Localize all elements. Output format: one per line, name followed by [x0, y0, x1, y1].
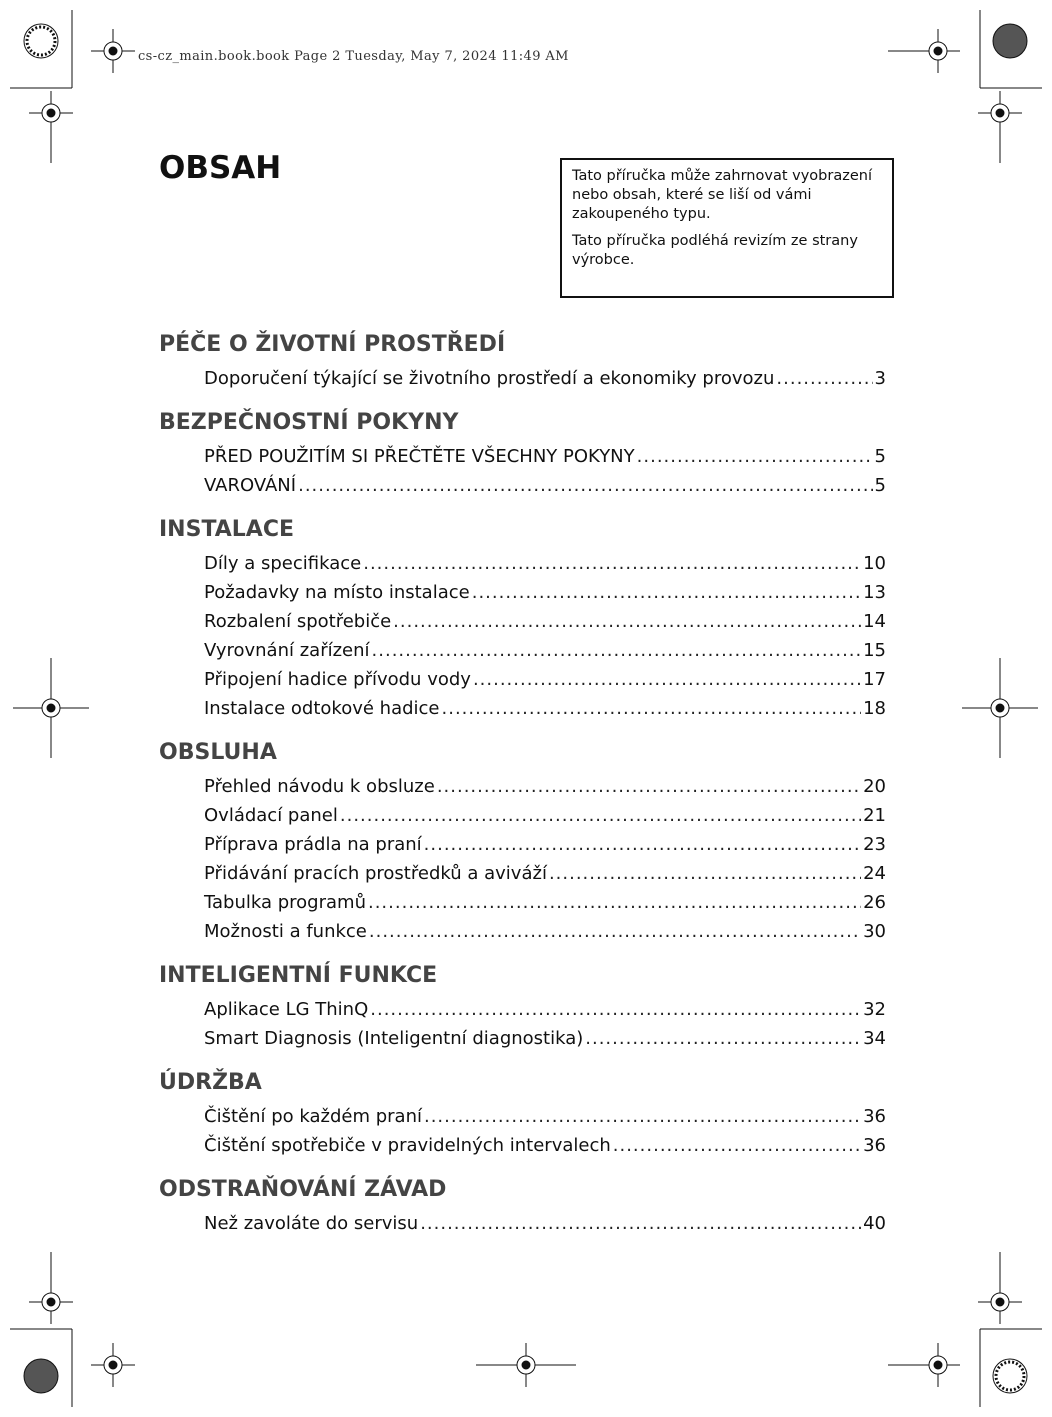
- toc-section: [159, 1068, 886, 1160]
- entry-title: Než zavoláte do servisu: [204, 1213, 419, 1234]
- table-of-contents: [159, 330, 886, 1253]
- entry-title: Rozbalení spotřebiče: [204, 611, 392, 632]
- print-header: cs-cz_main.book.book Page 2 Tuesday, May 7, 2024 11:49 AM: [138, 49, 569, 64]
- toc-entry[interactable]: [204, 917, 886, 946]
- dot-leader: [369, 917, 861, 946]
- entry-page-number: 21: [863, 805, 886, 826]
- dot-leader: [637, 442, 873, 471]
- entry-title: Možnosti a funkce: [204, 921, 367, 942]
- entry-title: Vyrovnání zařízení: [204, 640, 370, 661]
- entry-page-number: 10: [863, 553, 886, 574]
- dot-leader: [424, 1102, 861, 1131]
- entry-title: Díly a specifikace: [204, 553, 362, 574]
- entry-page-number: 17: [863, 669, 886, 690]
- section-heading: PÉČE O ŽIVOTNÍ PROSTŘEDÍ: [159, 332, 506, 357]
- toc-entry[interactable]: [204, 1131, 886, 1160]
- entry-title: Čištění spotřebiče v pravidelných intervalech: [204, 1135, 611, 1156]
- entry-title: VAROVÁNÍ: [204, 475, 297, 496]
- dot-leader: [473, 665, 861, 694]
- toc-entry[interactable]: [204, 442, 886, 471]
- dot-leader: [613, 1131, 861, 1160]
- section-heading: OBSLUHA: [159, 740, 277, 765]
- toc-entry[interactable]: [204, 1024, 886, 1053]
- toc-entry[interactable]: [204, 801, 886, 830]
- dot-leader: [298, 471, 872, 500]
- toc-entry[interactable]: [204, 995, 886, 1024]
- toc-entry[interactable]: [204, 888, 886, 917]
- toc-entry[interactable]: [204, 859, 886, 888]
- entry-title: Smart Diagnosis (Inteligentní diagnostika): [204, 1028, 584, 1049]
- entry-title: Požadavky na místo instalace: [204, 582, 470, 603]
- toc-entry[interactable]: [204, 1209, 886, 1238]
- dot-leader: [368, 888, 861, 917]
- page-title: OBSAH: [159, 150, 282, 186]
- notice-text: Tato příručka podléhá revizím ze strany výrobce.: [572, 233, 858, 268]
- entry-title: Příprava prádla na praní: [204, 834, 422, 855]
- section-heading: ODSTRAŇOVÁNÍ ZÁVAD: [159, 1177, 447, 1202]
- entry-title: Přidávání pracích prostředků a aviváží: [204, 863, 547, 884]
- toc-entry[interactable]: [204, 830, 886, 859]
- section-heading: INSTALACE: [159, 517, 294, 542]
- dot-leader: [437, 772, 861, 801]
- entry-title: Aplikace LG ThinQ: [204, 999, 369, 1020]
- entry-title: PŘED POUŽITÍM SI PŘEČTĚTE VŠECHNY POKYNY: [204, 446, 635, 467]
- entry-page-number: 3: [874, 368, 886, 389]
- dot-leader: [340, 801, 861, 830]
- entry-title: Čištění po každém praní: [204, 1106, 422, 1127]
- entry-title: Ovládací panel: [204, 805, 338, 826]
- entry-page-number: 40: [863, 1213, 886, 1234]
- dot-leader: [549, 859, 861, 888]
- toc-entry[interactable]: [204, 578, 886, 607]
- entry-page-number: 20: [863, 776, 886, 797]
- dot-leader: [424, 830, 861, 859]
- toc-section: [159, 1175, 886, 1238]
- dot-leader: [585, 1024, 861, 1053]
- entry-page-number: 24: [863, 863, 886, 884]
- entry-page-number: 32: [863, 999, 886, 1020]
- entry-page-number: 15: [863, 640, 886, 661]
- entry-page-number: 5: [874, 475, 886, 496]
- notice-box: [560, 158, 894, 298]
- dot-leader: [370, 995, 861, 1024]
- toc-entry[interactable]: [204, 549, 886, 578]
- entry-page-number: 5: [874, 446, 886, 467]
- toc-section: [159, 961, 886, 1053]
- entry-page-number: 18: [863, 698, 886, 719]
- section-heading: ÚDRŽBA: [159, 1070, 262, 1095]
- entry-title: Přehled návodu k obsluze: [204, 776, 435, 797]
- toc-entry[interactable]: [204, 471, 886, 500]
- dot-leader: [372, 636, 862, 665]
- entry-page-number: 36: [863, 1106, 886, 1127]
- toc-entry[interactable]: [204, 1102, 886, 1131]
- entry-page-number: 14: [863, 611, 886, 632]
- entry-page-number: 13: [863, 582, 886, 603]
- toc-entry[interactable]: [204, 665, 886, 694]
- dot-leader: [393, 607, 861, 636]
- toc-section: [159, 330, 886, 393]
- entry-page-number: 34: [863, 1028, 886, 1049]
- entry-title: Instalace odtokové hadice: [204, 698, 440, 719]
- toc-entry[interactable]: [204, 772, 886, 801]
- entry-title: Tabulka programů: [204, 892, 366, 913]
- dot-leader: [472, 578, 861, 607]
- toc-entry[interactable]: [204, 364, 886, 393]
- entry-title: Doporučení týkající se životního prostředí a ekonomiky provozu: [204, 368, 775, 389]
- toc-entry[interactable]: [204, 607, 886, 636]
- toc-section: [159, 408, 886, 500]
- dot-leader: [420, 1209, 861, 1238]
- dot-leader: [442, 694, 862, 723]
- toc-section: [159, 515, 886, 723]
- dot-leader: [363, 549, 861, 578]
- notice-text: Tato příručka může zahrnovat vyobrazení nebo obsah, které se liší od vámi zakoupeného typu.: [572, 168, 872, 222]
- section-heading: BEZPEČNOSTNÍ POKYNY: [159, 410, 459, 435]
- section-heading: INTELIGENTNÍ FUNKCE: [159, 963, 438, 988]
- entry-page-number: 36: [863, 1135, 886, 1156]
- entry-page-number: 23: [863, 834, 886, 855]
- toc-section: [159, 738, 886, 946]
- dot-leader: [776, 364, 872, 393]
- toc-entry[interactable]: [204, 636, 886, 665]
- toc-entry[interactable]: [204, 694, 886, 723]
- entry-page-number: 30: [863, 921, 886, 942]
- entry-title: Připojení hadice přívodu vody: [204, 669, 471, 690]
- entry-page-number: 26: [863, 892, 886, 913]
